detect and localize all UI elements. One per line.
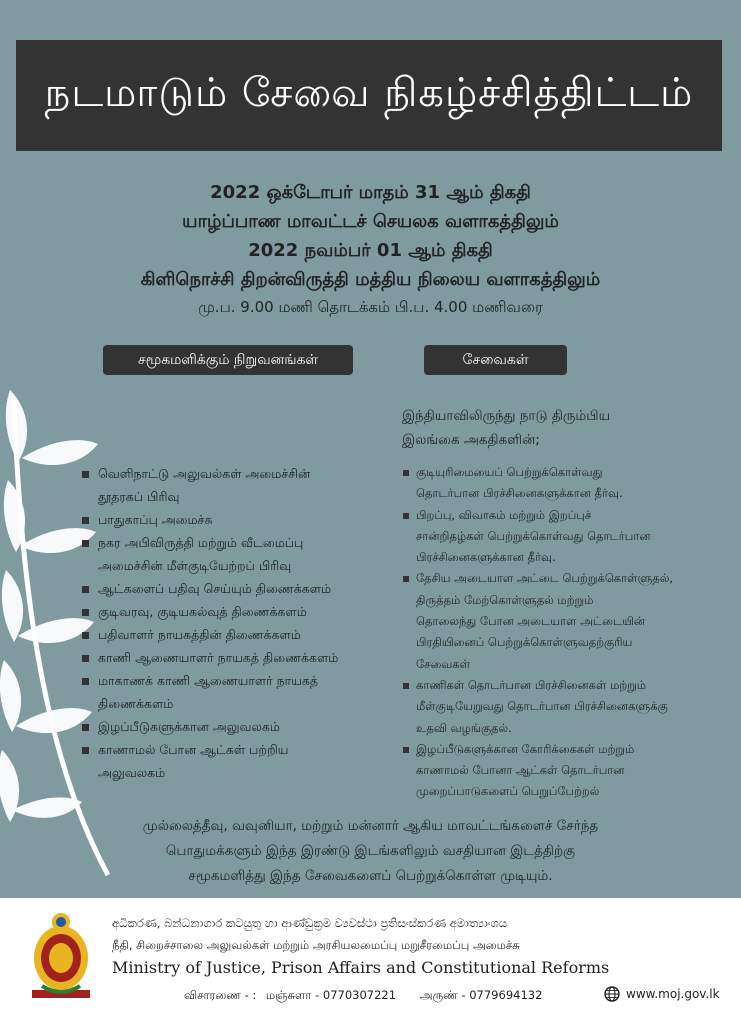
list-item: தேசிய அடையாள அட்டை பெற்றுக்கொள்ளுதல், திருத்தம் மேற்கொள்ளுதல் மற்றும் தொலைந்து போன அடையாள அட்டையின் பிரதியினைப் பெற்றுக்கொள்ளுவதற்குரிய சேவைகள் — [402, 568, 732, 674]
institutions-list — [80, 462, 390, 784]
list-item: பதிவாளர் நாயகத்தின் திணைக்களம் — [80, 623, 390, 646]
list-item: இழப்பீடுகளுக்கான கோரிக்கைகள் மற்றும் காணாமல் போனா ஆட்கள் தொடர்பான முறைப்பாடுகளைப் பெறுப்பேற்றல் — [402, 739, 732, 803]
sri-lanka-emblem-icon — [28, 908, 94, 1000]
services-list — [402, 462, 732, 803]
venue-line-2: கிளிநொச்சி திறன்விருத்தி மத்திய நிலைய வளாகத்திலும் — [140, 269, 601, 290]
list-item: காணிகள் தொடர்பான பிரச்சினைகள் மற்றும் மீள்குடியேறுவது தொடர்பான பிரச்சினைகளுக்கு உதவி வழங்குதல். — [402, 675, 732, 739]
list-item: இழப்பீடுகளுக்கான அலுவலகம் — [80, 715, 390, 738]
website-link[interactable]: www.moj.gov.lk — [626, 987, 720, 1001]
event-dates — [0, 178, 741, 320]
services-intro: இந்தியாவிலிருந்து நாடு திரும்பிய இலங்கை அகதிகளின்; — [402, 408, 611, 448]
title-banner — [16, 40, 722, 151]
globe-icon — [604, 986, 620, 1002]
list-item: குடியுரிமையைப் பெற்றுக்கொள்வது தொடர்பான பிரச்சினைகளுக்கான தீர்வு. — [402, 462, 732, 505]
list-item: நகர அபிவிருத்தி மற்றும் வீடமைப்பு அமைச்சின் மீள்குடியேற்றப் பிரிவு — [80, 531, 390, 577]
date-line-1: 2022 ஒக்டோபர் மாதம் 31 ஆம் திகதி — [210, 182, 531, 203]
ministry-name — [112, 912, 609, 980]
institutions-heading: சமூகமளிக்கும் நிறுவனங்கள் — [103, 345, 353, 375]
ministry-name-tamil: நீதி, சிறைச்சாலை அலுவல்கள் மற்றும் அரசியலமைப்பு மறுசீரமைப்பு அமைச்சு — [112, 938, 520, 952]
date-line-2: 2022 நவம்பர் 01 ஆம் திகதி — [248, 240, 493, 261]
list-item: காணாமல் போன ஆட்கள் பற்றிய அலுவலகம் — [80, 738, 390, 784]
venue-line-1: யாழ்ப்பாண மாவட்டச் செயலக வளாகத்திலும் — [182, 211, 559, 232]
contact-1: மஞ்சுளா - 0770307221 — [265, 988, 397, 1002]
contact-info — [184, 988, 548, 1004]
bottom-note: முல்லைத்தீவு, வவுனியா, மற்றும் மன்னார் ஆகிய மாவட்டங்களைச் சேர்ந்த பொதுமக்களும் இந்த இரண்டு இடங்களிலும் வசதியான இடத்திற்கு சமூகமளித்து இந்த சேவைகளைப் பெற்றுக்கொள்ள முடியும். — [142, 818, 599, 884]
list-item: பிறப்பு, விவாகம் மற்றும் இறப்புச் சான்றிதழ்கள் பெற்றுக்கொள்வது தொடர்பான பிரச்சினைகளுக்கான தீர்வு. — [402, 505, 732, 569]
services-heading: சேவைகள் — [424, 345, 567, 375]
ministry-name-sinhala: අධිකරණ, බන්ධනාගාර කටයුතු හා ආණ්ඩුක්‍රම ව්‍යවස්ථා ප්‍රතිසංස්කරණ අමාත්‍යාංශය — [112, 916, 508, 930]
list-item: பாதுகாப்பு அமைச்சு — [80, 508, 390, 531]
website[interactable] — [604, 986, 720, 1002]
list-item: குடிவரவு, குடியகல்வுத் திணைக்களம் — [80, 600, 390, 623]
contact-2: அருண் - 0779694132 — [419, 988, 543, 1002]
time-line: மு.ப. 9.00 மணி தொடக்கம் பி.ப. 4.00 மணிவரை — [198, 298, 543, 316]
list-item: மாகாணக் காணி ஆணையாளர் நாயகத் திணைக்களம் — [80, 669, 390, 715]
footer — [0, 898, 741, 1024]
list-item: காணி ஆணையாளர் நாயகத் திணைக்களம் — [80, 646, 390, 669]
list-item: ஆட்களைப் பதிவு செய்யும் திணைக்களம் — [80, 577, 390, 600]
list-item: வெளிநாட்டு அலுவல்கள் அமைச்சின் தூதரகப் பிரிவு — [80, 462, 390, 508]
ministry-name-english: Ministry of Justice, Prison Affairs and Constitutional Reforms — [112, 958, 610, 977]
contact-label: விசாரணை - : — [184, 988, 257, 1002]
page-title: நடமாடும் சேவை நிகழ்ச்சித்திட்டம் — [44, 70, 694, 116]
